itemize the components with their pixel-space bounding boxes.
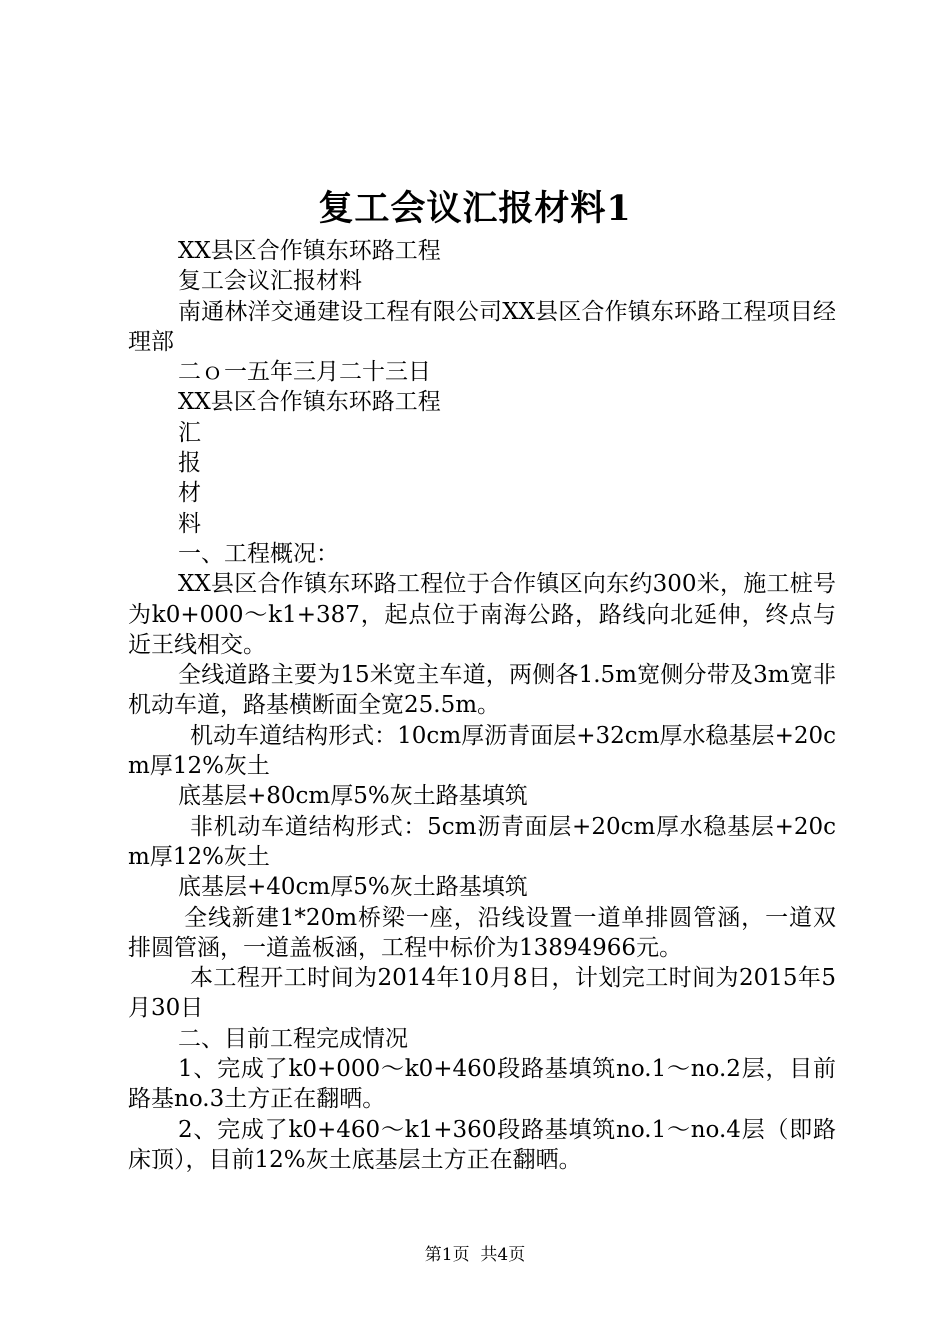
- progress-item-1: 1、完成了k0+000～k0+460段路基填筑no.1～no.2层，目前路基no.3土方正在翻晒。: [128, 1056, 836, 1113]
- vertical-char-4: 料: [178, 510, 201, 537]
- document-body: [128, 236, 836, 1175]
- section-heading-progress: 二、目前工程完成情况: [178, 1025, 408, 1052]
- document-title: 复工会议汇报材料1: [318, 188, 632, 229]
- paragraph-location: XX县区合作镇东环路工程位于合作镇区向东约300米，施工桩号为k0+000～k1+387，起点位于南海公路，路线向北延伸，终点与近王线相交。: [128, 571, 836, 658]
- progress-item-2: 2、完成了k0+460～k1+360段路基填筑no.1～no.4层（即路床顶），目前12%灰土底基层土方正在翻晒。: [128, 1116, 836, 1173]
- page-footer: [0, 1243, 950, 1267]
- paragraph-motor-lane-structure: 机动车道结构形式：10cm厚沥青面层+32cm厚水稳基层+20cm厚12%灰土: [128, 722, 836, 780]
- section-heading-overview: 一、工程概况：: [178, 540, 339, 567]
- paragraph-nonmotor-lane-subbase: 底基层+40cm厚5%灰土路基填筑: [178, 874, 528, 901]
- paragraph-road-width: 全线道路主要为15米宽主车道，两侧各1.5m宽侧分带及3m宽非机动车道，路基横断面全宽25.5m。: [128, 662, 836, 719]
- paragraph-nonmotor-lane-structure: 非机动车道结构形式：5cm沥青面层+20cm厚水稳基层+20cm厚12%灰土: [128, 813, 836, 870]
- company-line: 南通林洋交通建设工程有限公司XX县区合作镇东环路工程项目经理部: [128, 298, 836, 355]
- project-name-line-repeat: XX县区合作镇东环路工程: [178, 389, 441, 416]
- vertical-char-3: 材: [178, 480, 201, 507]
- paragraph-bridge-culverts: 全线新建1*20m桥梁一座，沿线设置一道单排圆管涵，一道双排圆管涵，一道盖板涵，工程中标价为13894966元。: [128, 904, 836, 961]
- paragraph-motor-lane-subbase: 底基层+80cm厚5%灰土路基填筑: [178, 783, 528, 810]
- page-number: 第1页: [424, 1245, 470, 1265]
- paragraph-schedule: 本工程开工时间为2014年10月8日，计划完工时间为2015年5月30日: [128, 965, 836, 1022]
- page-total: 共4页: [480, 1245, 526, 1265]
- vertical-char-2: 报: [178, 450, 201, 477]
- project-name-line: XX县区合作镇东环路工程: [178, 238, 441, 264]
- date-line: 二ｏ一五年三月二十三日: [178, 359, 431, 386]
- report-subtitle-line: 复工会议汇报材料: [178, 268, 362, 295]
- vertical-char-1: 汇: [178, 419, 201, 446]
